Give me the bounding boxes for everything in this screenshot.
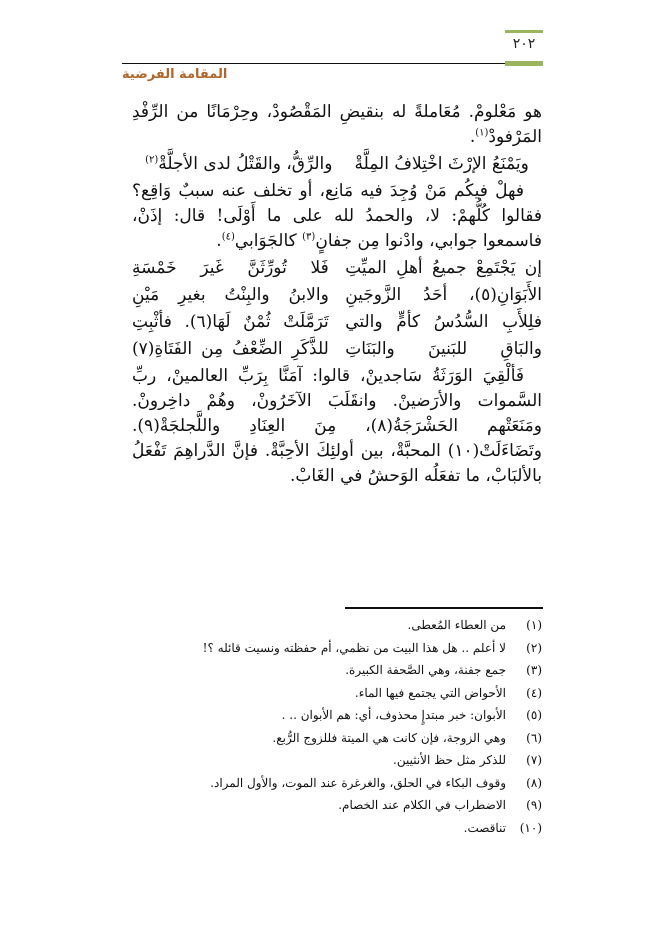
footnote-number: (٣) [526, 663, 542, 677]
footnote-ref-3[interactable]: (٣) [302, 231, 316, 243]
footnote-item [150, 682, 542, 705]
footnote-item [150, 659, 542, 682]
footnote-text: تناقصت. [463, 820, 506, 835]
footnote-text: وهي الزوجة، فإن كانت هي الميتة فللزوج الرُّبع. [272, 730, 506, 745]
paragraph-1: هو مَعْلومْ. مُعَاملةً له بنقيضِ المَقْصُودْ، وحِرْمَانًا من الرِّفْدِ المَرْفودْ$^{(١)}$. [132, 102, 542, 147]
poem-hemistich-second: للذَّكَرِ الضِّعْفُ مِن الفَتَاةِ(٧) [132, 339, 329, 359]
footnote-text: الاضطراب في الكلام عند الخصام. [338, 798, 506, 812]
footnote-number: (٢) [526, 640, 542, 655]
running-title: المقامة الفرضية [122, 67, 228, 82]
poem-line [132, 310, 542, 335]
paragraph-3: فَألْقِيَ الوَرَثَةُ سَاجدينْ، قالوا: آمَنَّا بِرَبِّ العالمينْ، ربِّ السَّموات والأرَضينْ. وانقَلَبَ الآخَرُونْ، وهُمْ داخِرونْ. ومَنَعَتْهم الحَشْرَجَةُ(٨)، مِنَ العِنَادِ واللَّجلجَةْ(٩). وتَضَاءَلَتْ(١٠) المحبَّةْ، بين أولئِكَ الأحِبَّةْ. فإنَّ الدَّراهِمَ تَفْعَلُ بالألبَابْ، ما تفعَلُه الوَحشُ في الغَابْ. [132, 366, 542, 486]
footnote-item [150, 749, 542, 772]
footnote-item [150, 772, 542, 795]
footnote-text: جمع جفنة، وهي الصَّحفة الكبيرة. [345, 663, 506, 677]
footnote-item [150, 794, 542, 817]
footnote-item [150, 817, 542, 840]
footnote-number: (٦) [526, 730, 542, 745]
footnote-number: (٧) [526, 753, 542, 767]
footnote-item [150, 637, 542, 660]
footnote-text: من العطاء المُعطى. [407, 618, 506, 632]
poem-hemistich-first: الأَبَوَانِ(٥)، أحَدُ الزَّوجَينِ [345, 285, 542, 305]
footnote-separator [345, 607, 543, 609]
footnote-ref-2[interactable]: (٢) [145, 154, 159, 166]
footnote-number: (١) [526, 618, 542, 632]
poem-line [132, 337, 542, 362]
footnote-text: لا أعلم .. هل هذا البيت من نظمي، أم حفظته ونسيت قائله ؟! [202, 640, 506, 655]
header-accent-bar-bottom [505, 61, 543, 66]
footnote-number: (٤) [526, 685, 542, 700]
footnote-text: وقوف البكاء في الحلق، والغرغرة عند الموت، والأول المراد. [210, 775, 506, 790]
footnote-number: (٨) [526, 775, 542, 790]
poem-hemistich-first: والبَاقِ للبَنينَ والبَنَاتِ [345, 339, 542, 359]
footnote-text: الأحواض التي يجتمع فيها الماء. [354, 685, 506, 700]
footnote-number: (٩) [526, 798, 542, 812]
verse-hemistich-second: والرِّقُّ، والقَتْلُ لدى الأجلَّةْ$^{(٢)}$ [145, 154, 333, 174]
poem-hemistich-first: إن يَجْتَمِعْ جميعُ أهلِ الميِّتِ [345, 258, 542, 278]
footnote-text: للذكر مثل حظ الأنثيين. [393, 753, 506, 767]
poem-hemistich-first: فلِلأَبِ السُّدُسُ كأمٍّ والتي [345, 312, 542, 332]
footnote-item [150, 704, 542, 727]
verse-hemistich-first: ويَمْنَعُ الإرْثَ اخْتِلافُ المِلَّةْ [354, 154, 529, 174]
page-number: ٢٠٢ [512, 36, 536, 52]
header-rule [122, 63, 505, 64]
verse-line [132, 152, 542, 177]
poem-line [132, 256, 542, 281]
poem-hemistich-second: تَرَمَّلَتْ ثُمْنٌ لَهَا(٦). فأثْبِتِ [132, 312, 329, 332]
footnote-number: (١٠) [519, 820, 542, 835]
footnote-item [150, 727, 542, 750]
header-accent-bar-top [505, 30, 543, 33]
poem-hemistich-second: فَلا تُورِّثَنَّ غَيرَ خَمْسَةِ [132, 258, 329, 278]
poem-line [132, 283, 542, 308]
footnotes [150, 614, 542, 839]
main-text [132, 100, 542, 491]
footnote-text: الأبوان: خبر مبتدإٍ محذوف، أي: هم الأبوان .. . [281, 708, 506, 722]
footnote-number: (٥) [526, 708, 542, 722]
footnote-ref-4[interactable]: (٤) [221, 231, 235, 243]
poem-hemistich-second: والابنُ والبِنْتُ بغيرِ مَيْنِ [132, 285, 329, 305]
footnote-item [150, 614, 542, 637]
paragraph-2: فهلْ فيكُم مَنْ وُجِدَ فيه مَانِع، أو تخلف عنه سببٌ وَاقِع؟ فقالوا كُلُّهمْ: لا، والحمدُ لله على ما أَوْلَى! قال: إذَنْ، فاسمعوا جوابي، وادْنوا مِن جفانٍ$^{(٣)}$ كالجَوَابي$^{(٤)}$. [132, 181, 542, 251]
footnote-ref-1[interactable]: (١) [475, 127, 489, 139]
